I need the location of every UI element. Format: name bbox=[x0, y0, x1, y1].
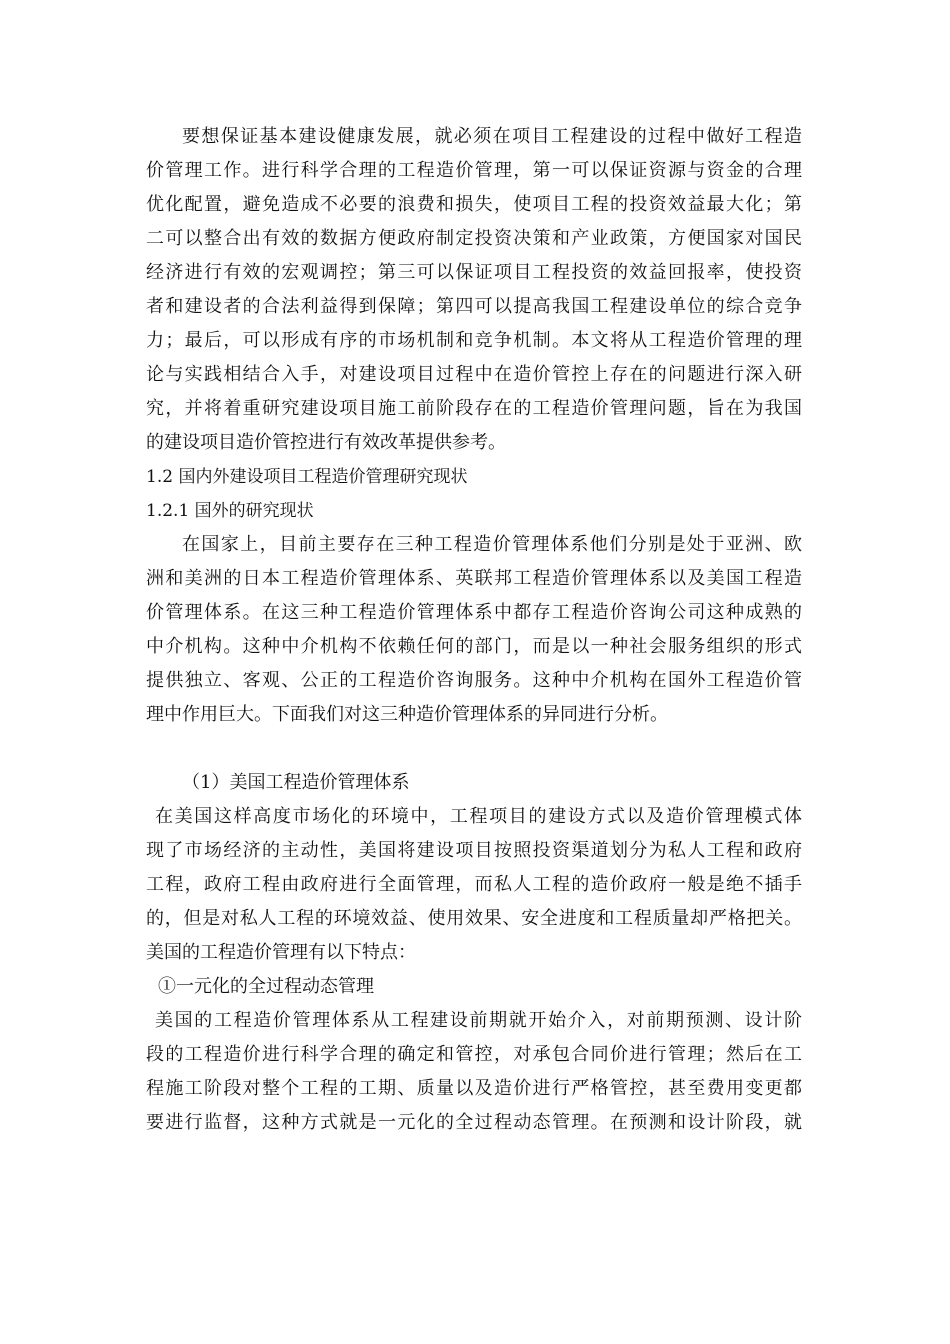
section-heading-1-2: 1.2 国内外建设项目工程造价管理研究现状 bbox=[146, 467, 468, 487]
text-line: 现了市场经济的主动性，美国将建设项目按照投资渠道划分为私人工程和政府 bbox=[146, 840, 802, 861]
text-line: 理中作用巨大。下面我们对这三种造价管理体系的异同进行分析。 bbox=[146, 704, 668, 725]
text-line: 的，但是对私人工程的环境效益、使用效果、安全进度和工程质量却严格把关。 bbox=[146, 908, 802, 929]
text-line: 者和建设者的合法利益得到保障；第四可以提高我国工程建设单位的综合竞争 bbox=[146, 296, 802, 317]
intro-paragraph bbox=[146, 120, 802, 460]
section-heading-1-2-1: 1.2.1 国外的研究现状 bbox=[146, 501, 314, 521]
text-line: 论与实践相结合入手，对建设项目过程中在造价管控上存在的问题进行深入研 bbox=[146, 364, 802, 385]
text-line: 程施工阶段对整个工程的工期、质量以及造价进行严格管控，甚至费用变更都 bbox=[146, 1078, 802, 1099]
text-line: 在美国这样高度市场化的环境中，工程项目的建设方式以及造价管理模式体 bbox=[155, 806, 802, 827]
text-line: 美国的工程造价管理体系从工程建设前期就开始介入，对前期预测、设计阶 bbox=[155, 1010, 802, 1031]
text-line: 要进行监督，这种方式就是一元化的全过程动态管理。在预测和设计阶段，就 bbox=[146, 1112, 802, 1133]
text-line: 价管理工作。进行科学合理的工程造价管理，第一可以保证资源与资金的合理 bbox=[146, 160, 802, 181]
text-line: 中介机构。这种中介机构不依赖任何的部门，而是以一种社会服务组织的形式 bbox=[146, 636, 802, 657]
foreign-research-paragraph bbox=[146, 528, 802, 732]
text-line: 优化配置，避免造成不必要的浪费和损失，使项目工程的投资效益最大化；第 bbox=[146, 194, 802, 215]
document-page bbox=[146, 120, 802, 1140]
text-line: 经济进行有效的宏观调控；第三可以保证项目工程投资的效益回报率，使投资 bbox=[146, 262, 802, 283]
text-line: 洲和美洲的日本工程造价管理体系、英联邦工程造价管理体系以及美国工程造 bbox=[146, 568, 802, 589]
feature-heading-1: ①一元化的全过程动态管理 bbox=[158, 976, 374, 997]
blank-line bbox=[146, 732, 802, 766]
text-line: 在国家上，目前主要存在三种工程造价管理体系他们分别是处于亚洲、欧 bbox=[182, 534, 802, 555]
text-line: 价管理体系。在这三种工程造价管理体系中都存工程造价咨询公司这种成熟的 bbox=[146, 602, 802, 623]
feature-1-paragraph bbox=[146, 1004, 802, 1140]
text-line: 力；最后，可以形成有序的市场机制和竞争机制。本文将从工程造价管理的理 bbox=[146, 330, 802, 351]
text-line: 工程，政府工程由政府进行全面管理，而私人工程的造价政府一般是绝不插手 bbox=[146, 874, 802, 895]
text-line: 美国的工程造价管理有以下特点： bbox=[146, 942, 416, 963]
text-line: 要想保证基本建设健康发展，就必须在项目工程建设的过程中做好工程造 bbox=[182, 126, 802, 147]
subsection-heading-us-system: （1）美国工程造价管理体系 bbox=[182, 772, 410, 793]
text-line: 二可以整合出有效的数据方便政府制定投资决策和产业政策，方便国家对国民 bbox=[146, 228, 802, 249]
text-line: 提供独立、客观、公正的工程造价咨询服务。这种中介机构在国外工程造价管 bbox=[146, 670, 802, 691]
text-line: 的建设项目造价管控进行有效改革提供参考。 bbox=[146, 432, 506, 453]
text-line: 究，并将着重研究建设项目施工前阶段存在的工程造价管理问题，旨在为我国 bbox=[146, 398, 802, 419]
us-system-paragraph bbox=[146, 800, 802, 970]
text-line: 段的工程造价进行科学合理的确定和管控，对承包合同价进行管理；然后在工 bbox=[146, 1044, 802, 1065]
